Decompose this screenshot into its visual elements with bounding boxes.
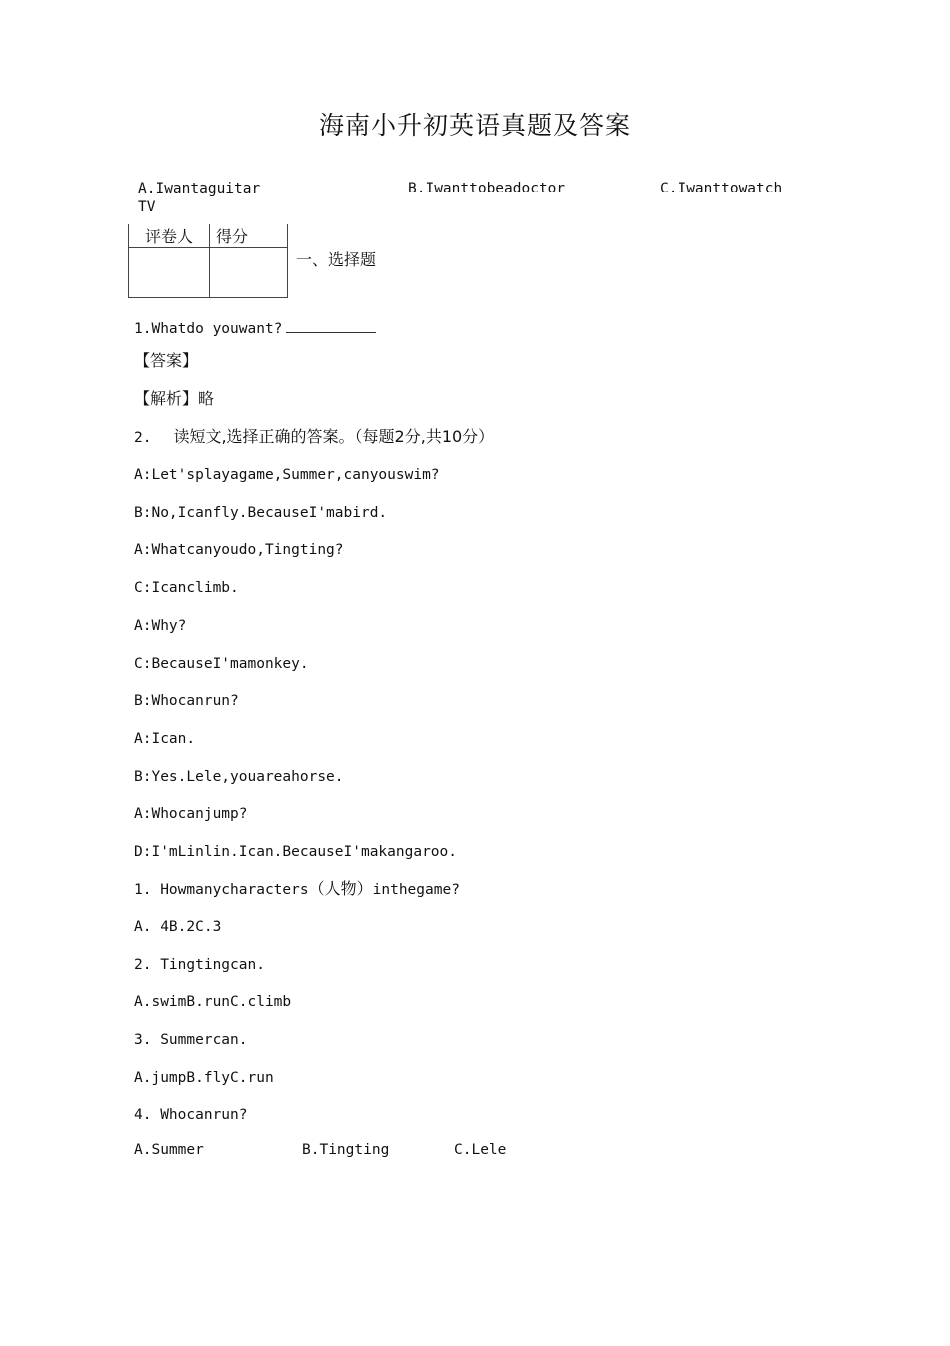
dialogue-line: B:No,Icanfly.BecauseI'mabird.	[134, 505, 388, 521]
q1-question: 1.Whatdo youwant?	[134, 318, 376, 339]
options-row-fragment	[138, 180, 798, 218]
dialogue-line: A:Whocanjump?	[134, 806, 248, 822]
dialogue-line: C:BecauseI'mamonkey.	[134, 656, 309, 672]
sub-question-4-options	[134, 1140, 634, 1160]
score-table	[128, 224, 288, 298]
dialogue-line: A:Whatcanyoudo,Tingting?	[134, 542, 344, 558]
dialogue-line: D:I'mLinlin.Ican.BecauseI'makangaroo.	[134, 844, 458, 860]
answer-blank	[286, 318, 376, 333]
option-c: C.Lele	[454, 1142, 507, 1158]
grader-cell	[129, 248, 210, 298]
dialogue-line: C:Icanclimb.	[134, 580, 239, 596]
option-a-continuation: TV	[138, 199, 156, 215]
option-a: A.Summer	[134, 1142, 204, 1158]
dialogue-line: A:Ican.	[134, 731, 196, 747]
option-a-text: A.Iwantaguitar	[138, 181, 261, 197]
sub-question-3: 3. Summercan.	[134, 1032, 248, 1048]
sub-question-3-options: A.jumpB.flyC.run	[134, 1070, 274, 1086]
q2-instruction: 2. 读短文,选择正确的答案。（每题2分,共10分）	[134, 427, 495, 446]
sub-question-2-options: A.swimB.runC.climb	[134, 994, 292, 1010]
score-header: 得分	[210, 224, 288, 248]
dialogue-line: A:Why?	[134, 618, 187, 634]
grader-header: 评卷人	[129, 224, 210, 248]
q1-answer-label: 【答案】	[134, 351, 199, 370]
sub-question-1: 1. Howmanycharacters（人物）inthegame?	[134, 879, 460, 898]
q1-analysis: 【解析】略	[134, 389, 215, 408]
sub-question-4: 4. Whocanrun?	[134, 1107, 248, 1123]
option-b-clipped: B.Iwanttobeadoctor	[408, 181, 566, 192]
option-b: B.Tingting	[302, 1142, 390, 1158]
page-title: 海南小升初英语真题及答案	[318, 111, 631, 140]
section-title: 一、选择题	[296, 250, 377, 269]
sub-question-1-options: A. 4B.2C.3	[134, 919, 222, 935]
option-c-clipped: C.Iwanttowatch	[660, 181, 783, 192]
sub-question-2: 2. Tingtingcan.	[134, 957, 265, 973]
dialogue-line: A:Let'splayagame,Summer,canyouswim?	[134, 467, 440, 483]
dialogue-line: B:Whocanrun?	[134, 693, 239, 709]
score-cell	[210, 248, 288, 298]
dialogue-line: B:Yes.Lele,youareahorse.	[134, 769, 344, 785]
